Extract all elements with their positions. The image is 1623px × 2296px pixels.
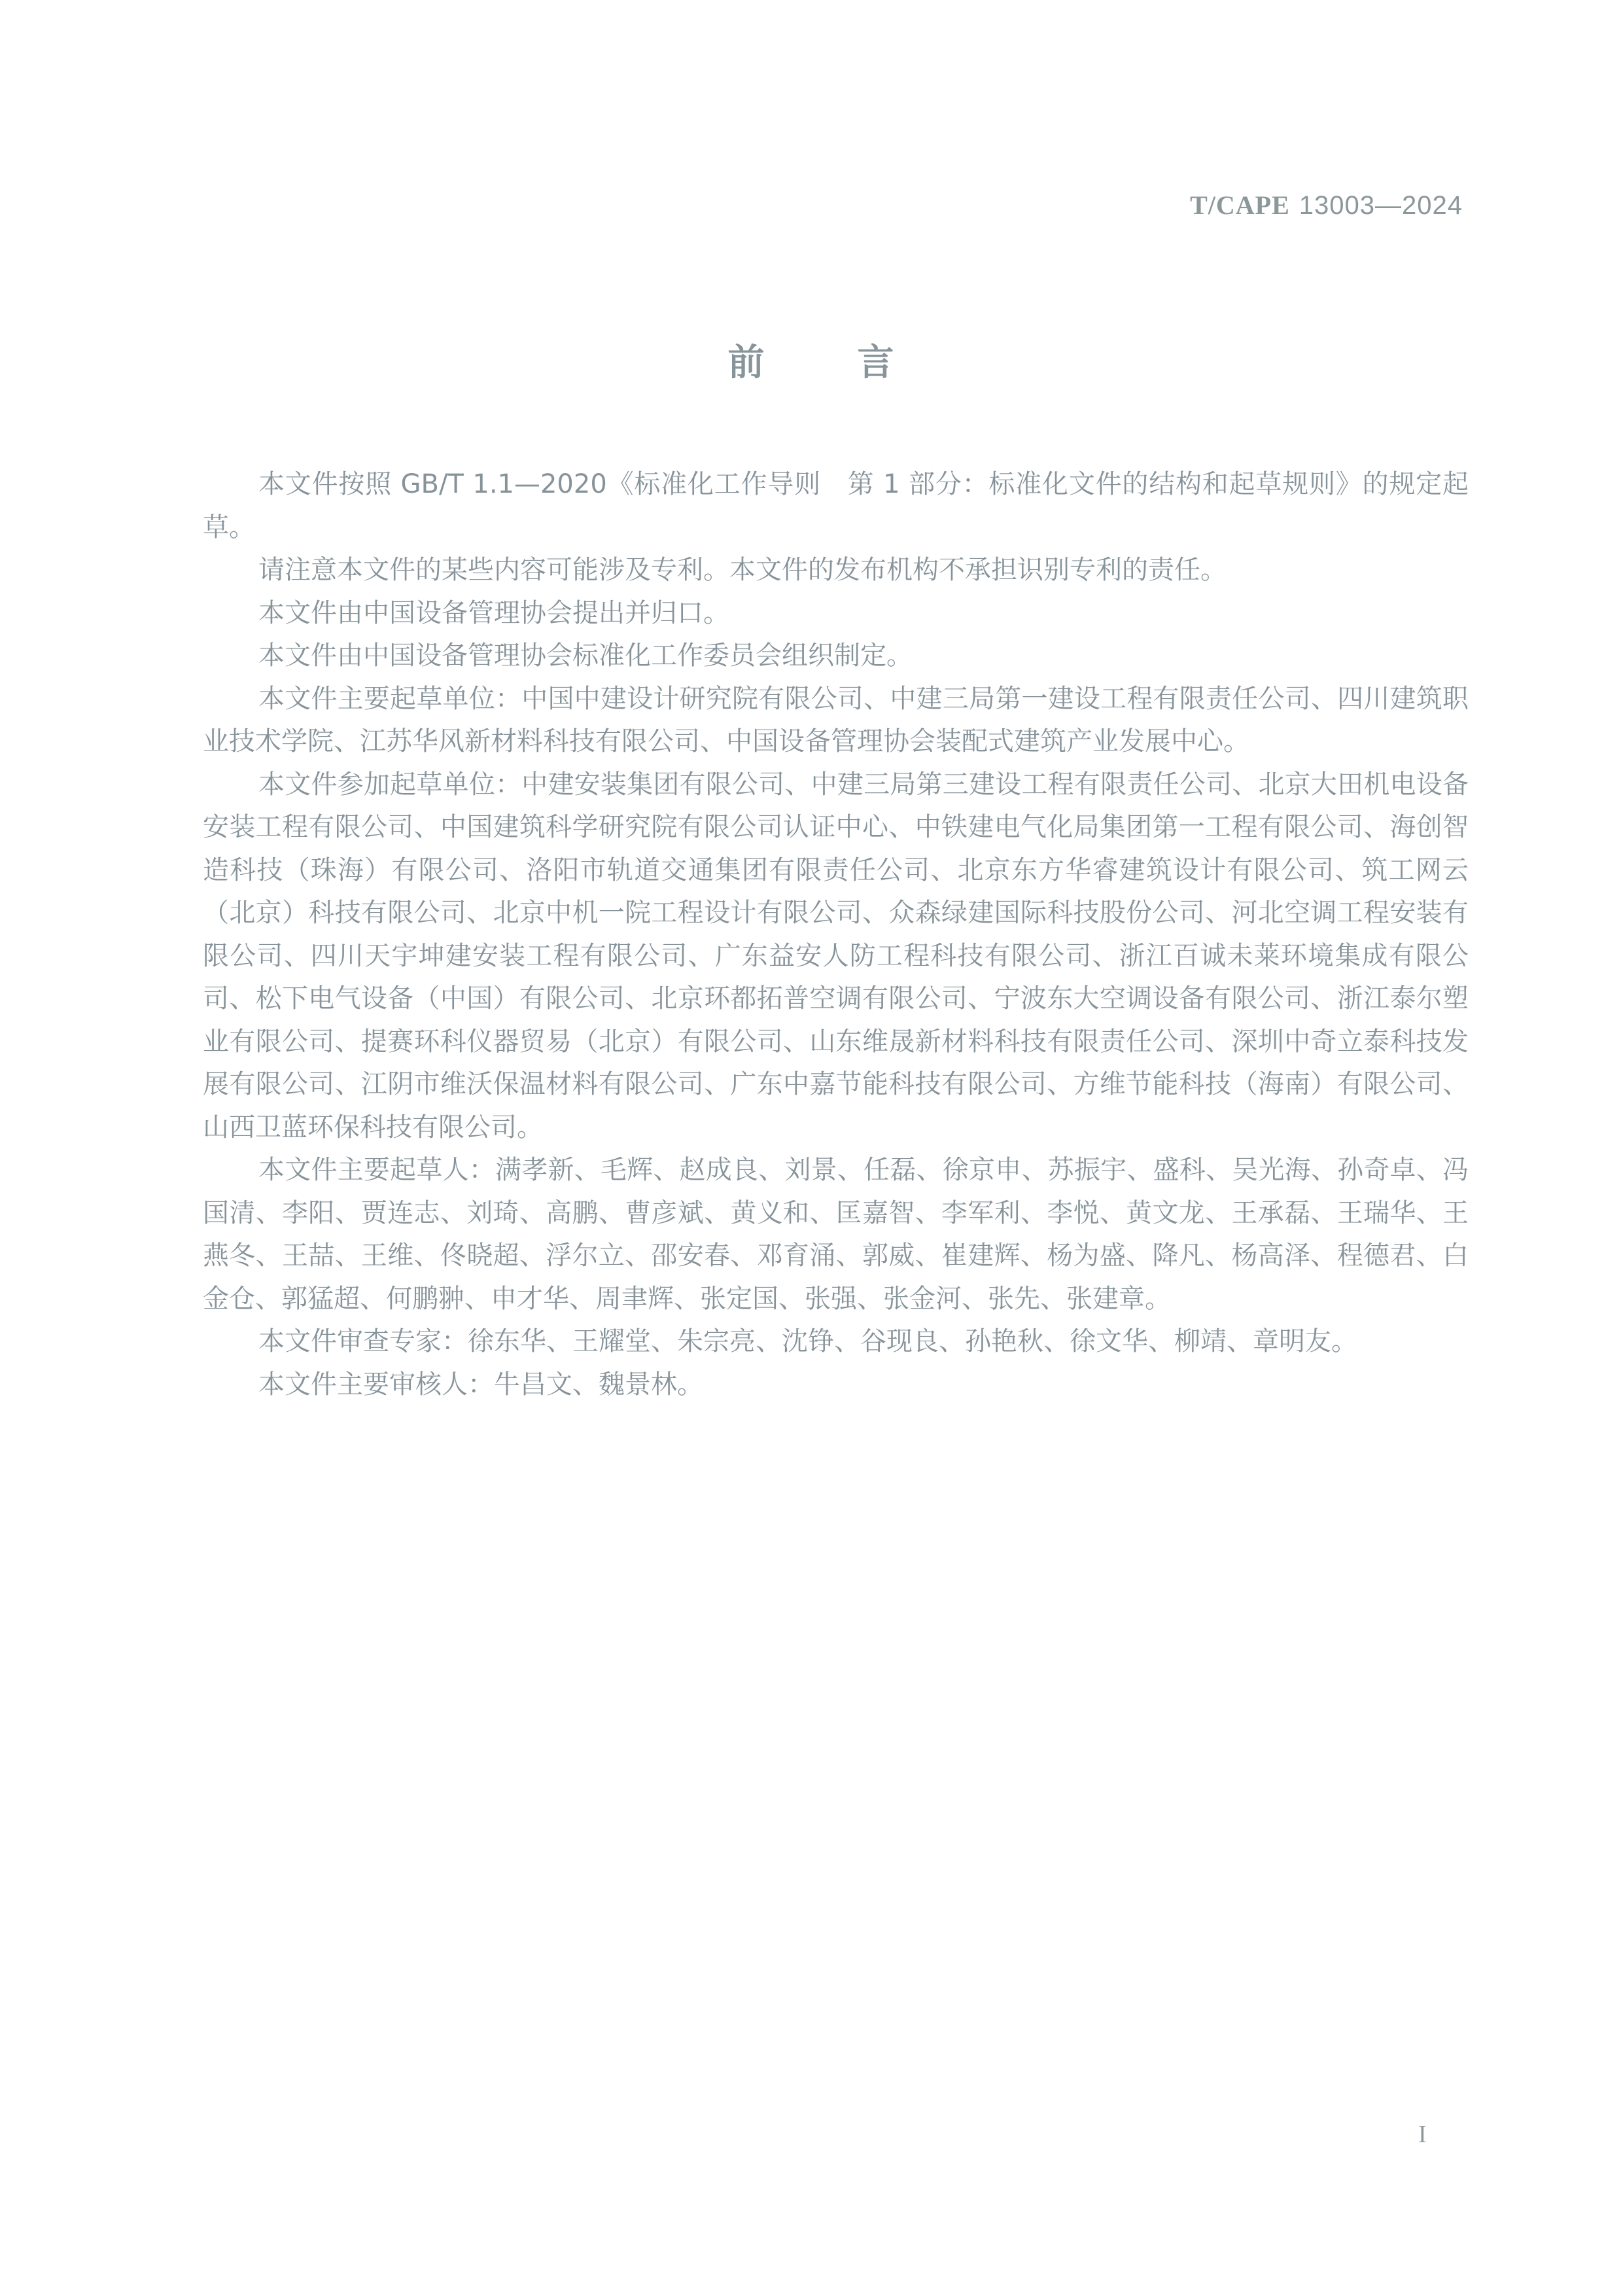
paragraph-drafting-rules: 本文件按照 GB/T 1.1—2020《标准化工作导则 第 1 部分：标准化文件的结构和起草规则》的规定起草。	[203, 469, 1469, 542]
standard-code	[1190, 190, 1463, 221]
title-char-2: 言	[857, 342, 896, 384]
standard-number: 13003—2024	[1299, 191, 1463, 220]
paragraph-organizer: 本文件由中国设备管理协会标准化工作委员会组织制定。	[258, 641, 913, 671]
page-title	[0, 334, 1623, 386]
paragraph-participating-units: 本文件参加起草单位：中建安装集团有限公司、中建三局第三建设工程有限责任公司、北京大田机电设备安装工程有限公司、中国建筑科学研究院有限公司认证中心、中铁建电气化局集团第一工程有限公司、海创智造科技（珠海）有限公司、洛阳市轨道交通集团有限责任公司、北京东方华睿建筑设计有限公司、筑工网云（北京）科技有限公司、北京中机一院工程设计有限公司、众森绿建国际科技股份公司、河北空调工程安装有限公司、四川天宇坤建安装工程有限公司、广东益安人防工程科技有限公司、浙江百诚未莱环境集成有限公司、松下电气设备（中国）有限公司、北京环都拓普空调有限公司、宁波东大空调设备有限公司、浙江泰尔塑业有限公司、提赛环科仪器贸易（北京）有限公司、山东维晟新材料科技有限责任公司、深圳中奇立泰科技发展有限公司、江阴市维沃保温材料有限公司、广东中嘉节能科技有限公司、方维节能科技（海南）有限公司、山西卫蓝环保科技有限公司。	[203, 769, 1469, 1142]
paragraph-main-drafting-units: 本文件主要起草单位：中国中建设计研究院有限公司、中建三局第一建设工程有限责任公司、四川建筑职业技术学院、江苏华风新材料科技有限公司、中国设备管理协会装配式建筑产业发展中心。	[203, 683, 1469, 756]
paragraph-patent-notice: 请注意本文件的某些内容可能涉及专利。本文件的发布机构不承担识别专利的责任。	[258, 555, 1227, 585]
standard-prefix: T/CAPE	[1190, 190, 1290, 220]
page-number: I	[1418, 2121, 1427, 2148]
paragraph-main-reviewers: 本文件主要审核人：牛昌文、魏景林。	[258, 1369, 703, 1400]
paragraph-main-drafters: 本文件主要起草人：满孝新、毛辉、赵成良、刘景、任磊、徐京申、苏振宇、盛科、吴光海、孙奇卓、冯国清、李阳、贾连志、刘琦、高鹏、曹彦斌、黄义和、匡嘉智、李军利、李悦、黄文龙、王承磊、王瑞华、王燕冬、王喆、王维、佟晓超、浮尔立、邵安春、邓育涌、郭威、崔建辉、杨为盛、降凡、杨高泽、程德君、白金仓、郭猛超、何鹏翀、申才华、周聿辉、张定国、张强、张金河、张先、张建章。	[203, 1155, 1469, 1314]
paragraph-review-experts: 本文件审查专家：徐东华、王耀堂、朱宗亮、沈铮、谷现良、孙艳秋、徐文华、柳靖、章明友。	[258, 1326, 1357, 1356]
title-char-1: 前	[727, 342, 766, 384]
paragraph-proposer: 本文件由中国设备管理协会提出并归口。	[258, 597, 729, 628]
foreword-body	[203, 463, 1469, 1406]
